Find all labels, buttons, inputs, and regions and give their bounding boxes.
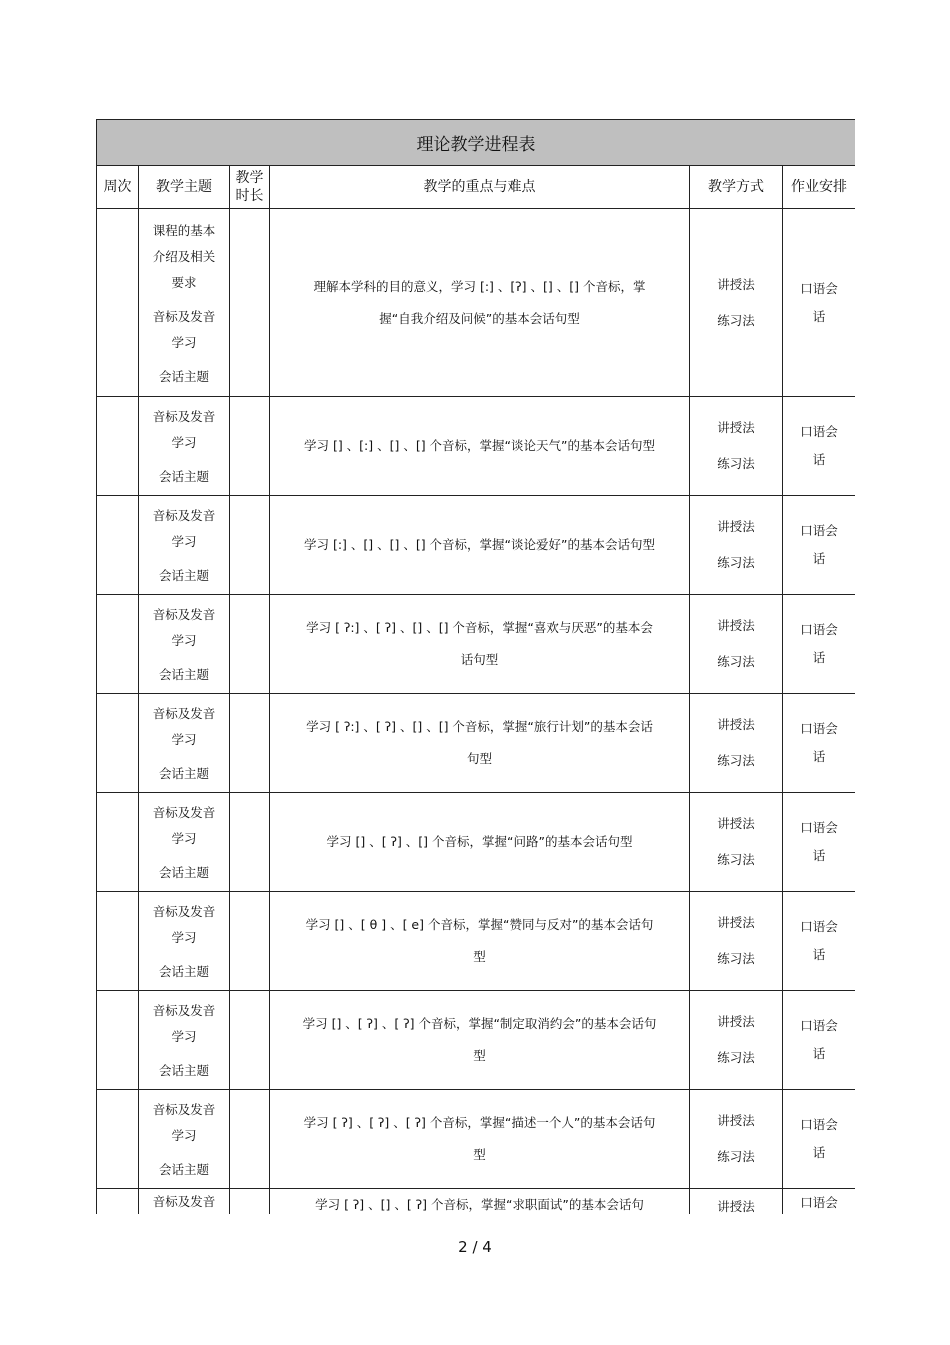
method-item: 讲授法	[717, 420, 755, 435]
table-row	[97, 496, 856, 595]
table-row	[97, 694, 856, 793]
topic-cell	[139, 892, 230, 991]
method-cell	[690, 1090, 783, 1189]
topic-line: 音标及发音学习	[152, 308, 216, 350]
homework-cell	[783, 793, 856, 892]
hours-cell	[230, 793, 270, 892]
method-item: 练习法	[717, 753, 755, 768]
method-item: 练习法	[717, 1149, 755, 1164]
focus-cell	[270, 1189, 690, 1215]
method-item: 讲授法	[717, 717, 755, 732]
method-item: 讲授法	[717, 1113, 755, 1128]
focus-text: 学习 [:] 、[] 、[] 、[] 个音标，掌握“谈论爱好”的基本会话句型	[303, 537, 656, 552]
topic-cell	[139, 793, 230, 892]
table-row	[97, 991, 856, 1090]
homework-cell	[783, 496, 856, 595]
topic-line: 音标及发音学习	[152, 607, 216, 648]
header-row	[97, 166, 856, 209]
focus-cell	[270, 397, 690, 496]
homework-text: 口语会话	[800, 820, 838, 863]
method-item: 讲授法	[717, 519, 755, 534]
method-item: 讲授法	[717, 915, 755, 930]
homework-text: 口语会话	[800, 721, 838, 764]
method-cell	[690, 991, 783, 1090]
header-focus: 教学的重点与难点	[270, 166, 690, 209]
homework-cell	[783, 892, 856, 991]
week-cell	[97, 793, 139, 892]
week-cell	[97, 496, 139, 595]
week-cell	[97, 1189, 139, 1215]
topic-cell	[139, 991, 230, 1090]
method-item: 讲授法	[717, 1014, 755, 1029]
method-item: 练习法	[717, 555, 755, 570]
table-row	[97, 209, 856, 397]
hours-cell	[230, 1189, 270, 1215]
hours-cell	[230, 991, 270, 1090]
schedule-sheet	[96, 119, 855, 1214]
method-item: 讲授法	[717, 816, 755, 831]
week-cell	[97, 209, 139, 397]
topic-line: 会话主题	[158, 1162, 209, 1177]
topic-line: 会话主题	[158, 766, 209, 781]
method-cell	[690, 1189, 783, 1215]
method-item: 练习法	[717, 654, 755, 669]
header-week: 周次	[97, 166, 139, 209]
focus-cell	[270, 694, 690, 793]
week-cell	[97, 694, 139, 793]
topic-cell	[139, 595, 230, 694]
homework-cell	[783, 595, 856, 694]
focus-cell	[270, 209, 690, 397]
method-item: 练习法	[717, 456, 755, 471]
hours-cell	[230, 1090, 270, 1189]
homework-text: 口语会话	[800, 1018, 838, 1061]
topic-cell	[139, 1189, 230, 1215]
topic-cell	[139, 209, 230, 397]
method-cell	[690, 496, 783, 595]
topic-line: 音标及发音学习	[152, 1003, 216, 1044]
method-item: 练习法	[717, 951, 755, 966]
table-row	[97, 595, 856, 694]
homework-text: 口语会话	[800, 1117, 838, 1160]
method-cell	[690, 595, 783, 694]
focus-cell	[270, 892, 690, 991]
header-hours: 教学时长	[230, 166, 270, 209]
topic-cell	[139, 1090, 230, 1189]
topic-line: 音标及发音学习	[152, 904, 216, 945]
homework-cell	[783, 694, 856, 793]
method-item: 讲授法	[717, 1199, 755, 1214]
focus-text: 理解本学科的目的意义，学习 [:] 、[ʔ] 、[] 、[] 个音标，掌握“自我介绍及问候”的基本会话句型	[313, 278, 646, 326]
focus-cell	[270, 1090, 690, 1189]
homework-text: 口语会话	[800, 622, 838, 665]
week-cell	[97, 892, 139, 991]
focus-text: 学习 [] 、[ θ ] 、[ e] 个音标，掌握“赞同与反对”的基本会话句型	[305, 917, 654, 964]
topic-line: 音标及发音学习	[152, 706, 216, 747]
hours-cell	[230, 209, 270, 397]
focus-text: 学习 [ ʔ] 、[ ʔ] 、[ ʔ] 个音标，掌握“描述一个人”的基本会话句型	[303, 1115, 656, 1162]
topic-line: 会话主题	[158, 469, 209, 484]
week-cell	[97, 595, 139, 694]
method-cell	[690, 209, 783, 397]
schedule-table	[96, 119, 855, 1214]
hours-cell	[230, 694, 270, 793]
homework-cell	[783, 209, 856, 397]
topic-line: 会话主题	[158, 964, 209, 979]
topic-line: 会话主题	[158, 865, 209, 880]
homework-text: 口语会话	[800, 919, 838, 962]
week-cell	[97, 1090, 139, 1189]
homework-cell	[783, 991, 856, 1090]
homework-text: 口语会话	[800, 280, 838, 324]
topic-line: 会话主题	[158, 667, 209, 682]
method-item: 练习法	[717, 312, 755, 328]
homework-cell	[783, 397, 856, 496]
homework-cell	[783, 1189, 856, 1215]
method-cell	[690, 793, 783, 892]
hours-cell	[230, 496, 270, 595]
method-cell	[690, 694, 783, 793]
method-cell	[690, 397, 783, 496]
topic-line: 音标及发音学习	[152, 409, 216, 450]
method-item: 练习法	[717, 852, 755, 867]
topic-line: 会话主题	[158, 1063, 209, 1078]
focus-cell	[270, 496, 690, 595]
homework-text: 口语会话	[800, 523, 838, 566]
table-row	[97, 892, 856, 991]
focus-text: 学习 [ ʔ:] 、[ ʔ] 、[] 、[] 个音标，掌握“旅行计划”的基本会话句型	[306, 719, 653, 766]
topic-line: 音标及发音学习	[152, 1102, 216, 1143]
topic-cell	[139, 694, 230, 793]
hours-cell	[230, 892, 270, 991]
table-row	[97, 1189, 856, 1215]
topic-line: 音标及发音	[152, 1194, 216, 1209]
focus-text: 学习 [ ʔ:] 、[ ʔ] 、[] 、[] 个音标，掌握“喜欢与厌恶”的基本会话句型	[306, 620, 653, 667]
header-topic: 教学主题	[139, 166, 230, 209]
topic-line: 音标及发音学习	[152, 805, 216, 846]
header-method: 教学方式	[690, 166, 783, 209]
week-cell	[97, 397, 139, 496]
topic-cell	[139, 397, 230, 496]
topic-cell	[139, 496, 230, 595]
focus-text: 学习 [] 、[ ʔ] 、[ ʔ] 个音标，掌握“制定取消约会”的基本会话句型	[302, 1016, 657, 1063]
homework-cell	[783, 1090, 856, 1189]
method-item: 练习法	[717, 1050, 755, 1065]
focus-cell	[270, 793, 690, 892]
topic-line: 课程的基本介绍及相关要求	[152, 222, 216, 290]
week-cell	[97, 991, 139, 1090]
focus-cell	[270, 595, 690, 694]
table-title: 理论教学进程表	[97, 120, 856, 166]
table-row	[97, 1090, 856, 1189]
focus-cell	[270, 991, 690, 1090]
topic-line: 会话主题	[158, 368, 209, 384]
focus-text: 学习 [] 、[:] 、[] 、[] 个音标，掌握“谈论天气”的基本会话句型	[303, 438, 656, 453]
focus-text: 学习 [] 、[ ʔ] 、[] 个音标，掌握“问路”的基本会话句型	[326, 834, 633, 849]
topic-line: 音标及发音学习	[152, 508, 216, 549]
focus-text: 学习 [ ʔ] 、[] 、[ ʔ] 个音标，掌握“求职面试”的基本会话句	[315, 1197, 644, 1212]
table-row	[97, 793, 856, 892]
method-cell	[690, 892, 783, 991]
method-item: 讲授法	[717, 618, 755, 633]
hours-cell	[230, 397, 270, 496]
table-row	[97, 397, 856, 496]
method-item: 讲授法	[717, 276, 755, 292]
topic-line: 会话主题	[158, 568, 209, 583]
homework-text: 口语会话	[800, 424, 838, 467]
header-homework: 作业安排	[783, 166, 856, 209]
page-number: 2 / 4	[458, 1238, 492, 1256]
homework-text: 口语会	[800, 1195, 838, 1210]
hours-cell	[230, 595, 270, 694]
